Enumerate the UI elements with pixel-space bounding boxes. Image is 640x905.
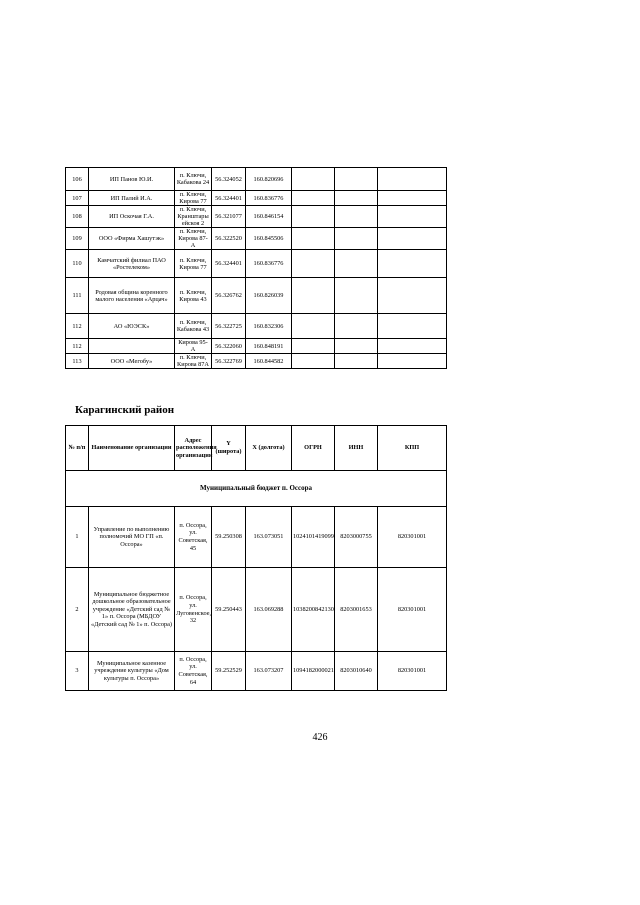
cell-kpp	[378, 354, 447, 369]
cell-name: Муниципальное бюджетное дошкольное образовательное учреждение «Детский сад № 1» п. Оссора (МБДОУ «Детский сад № 1» п. Оссора)	[89, 568, 175, 652]
header-address: Адрес расположения организации	[175, 426, 212, 471]
cell-n: 106	[66, 168, 89, 191]
table-row	[66, 314, 447, 339]
cell-inn	[335, 314, 378, 339]
header-kpp: КПП	[378, 426, 447, 471]
cell-n: 109	[66, 228, 89, 250]
table-header-row	[66, 426, 447, 471]
cell-ogrn	[292, 168, 335, 191]
cell-inn	[335, 354, 378, 369]
cell-addr: п. Оссора, ул. Советская, 64	[175, 652, 212, 691]
header-ogrn: ОГРН	[292, 426, 335, 471]
header-number: № п/п	[66, 426, 89, 471]
cell-x: 160.846154	[246, 206, 292, 228]
cell-ogrn	[292, 339, 335, 354]
cell-ogrn	[292, 314, 335, 339]
table-row	[66, 228, 447, 250]
cell-ogrn	[292, 250, 335, 278]
cell-x: 160.836776	[246, 250, 292, 278]
cell-x: 163.073207	[246, 652, 292, 691]
cell-name: Управление по выполнению полномочий МО ГП «п. Оссора»	[89, 507, 175, 568]
cell-y: 56.324401	[212, 191, 246, 206]
cell-addr: п. Ключи, Кабакова 43	[175, 314, 212, 339]
cell-inn: 8203001653	[335, 568, 378, 652]
cell-ogrn: 1038200842130	[292, 568, 335, 652]
cell-addr: п. Ключи, Кирова 43	[175, 278, 212, 314]
table-row	[66, 507, 447, 568]
cell-n: 110	[66, 250, 89, 278]
cell-n: 3	[66, 652, 89, 691]
section-title: Муниципальный бюджет п. Оссора	[66, 471, 447, 507]
table-row	[66, 568, 447, 652]
district-title: Карагинский район	[75, 404, 175, 416]
cell-kpp	[378, 168, 447, 191]
cell-y: 59.250443	[212, 568, 246, 652]
cell-addr: п. Ключи, Кабакова 24	[175, 168, 212, 191]
cell-y: 56.324052	[212, 168, 246, 191]
cell-inn	[335, 191, 378, 206]
cell-name: Камчатский филиал ПАО «Ростелеком»	[89, 250, 175, 278]
page-number: 426	[312, 732, 328, 743]
header-latitude: Y (широта)	[212, 426, 246, 471]
section-row	[66, 471, 447, 507]
cell-n: 1	[66, 507, 89, 568]
cell-addr: п. Ключи, Кирова 87А	[175, 354, 212, 369]
cell-ogrn: 1094182000021	[292, 652, 335, 691]
cell-kpp	[378, 250, 447, 278]
cell-inn	[335, 168, 378, 191]
cell-y: 56.326762	[212, 278, 246, 314]
cell-addr: п. Ключи, Кирова 77	[175, 250, 212, 278]
cell-addr: п. Ключи, Кирова 77	[175, 191, 212, 206]
cell-kpp	[378, 314, 447, 339]
table-row	[66, 250, 447, 278]
header-longitude: X (долгота)	[246, 426, 292, 471]
table-row	[66, 339, 447, 354]
cell-inn	[335, 228, 378, 250]
cell-inn	[335, 206, 378, 228]
cell-inn: 8203000755	[335, 507, 378, 568]
cell-kpp	[378, 228, 447, 250]
cell-x: 160.845506	[246, 228, 292, 250]
cell-ogrn	[292, 278, 335, 314]
header-name: Наименование организации	[89, 426, 175, 471]
cell-ogrn	[292, 191, 335, 206]
cell-ogrn	[292, 354, 335, 369]
cell-n: 107	[66, 191, 89, 206]
table-row	[66, 191, 447, 206]
cell-n: 2	[66, 568, 89, 652]
cell-y: 56.322725	[212, 314, 246, 339]
cell-ogrn	[292, 206, 335, 228]
organizations-table-continued	[65, 167, 447, 369]
table-row	[66, 652, 447, 691]
cell-kpp	[378, 278, 447, 314]
cell-name	[89, 339, 175, 354]
cell-x: 160.820696	[246, 168, 292, 191]
cell-addr: Кирова 95-А	[175, 339, 212, 354]
cell-addr: п. Оссора, ул. Советская, 45	[175, 507, 212, 568]
cell-x: 160.836776	[246, 191, 292, 206]
cell-x: 163.069288	[246, 568, 292, 652]
table-row	[66, 206, 447, 228]
cell-y: 56.324401	[212, 250, 246, 278]
table-row	[66, 278, 447, 314]
cell-name: ИП Панов Ю.И.	[89, 168, 175, 191]
cell-name: ИП Палий И.А.	[89, 191, 175, 206]
cell-kpp	[378, 191, 447, 206]
cell-name: ООО «Фирма Хашутэк»	[89, 228, 175, 250]
table-row	[66, 168, 447, 191]
cell-x: 160.844582	[246, 354, 292, 369]
cell-inn	[335, 278, 378, 314]
cell-n: 113	[66, 354, 89, 369]
cell-addr: п. Оссора, ул. Луговенское, 32	[175, 568, 212, 652]
cell-ogrn	[292, 228, 335, 250]
cell-kpp: 820301001	[378, 507, 447, 568]
cell-y: 56.321077	[212, 206, 246, 228]
cell-kpp	[378, 339, 447, 354]
header-inn: ИНН	[335, 426, 378, 471]
cell-n: 108	[66, 206, 89, 228]
cell-y: 56.322769	[212, 354, 246, 369]
cell-n: 112	[66, 314, 89, 339]
cell-x: 160.848191	[246, 339, 292, 354]
cell-addr: п. Ключи, Кранштары ейскоя 2	[175, 206, 212, 228]
cell-kpp: 820301001	[378, 652, 447, 691]
cell-y: 59.252529	[212, 652, 246, 691]
cell-name: АО «ЮЭСК»	[89, 314, 175, 339]
cell-name: Родовая община коренного малого населения «Арцач»	[89, 278, 175, 314]
cell-kpp	[378, 206, 447, 228]
cell-x: 160.826039	[246, 278, 292, 314]
cell-addr: п. Ключи, Кирова 87-А	[175, 228, 212, 250]
table-row	[66, 354, 447, 369]
cell-y: 56.322520	[212, 228, 246, 250]
cell-name: ИП Оскочая Г.А.	[89, 206, 175, 228]
cell-name: Муниципальное казенное учреждение культуры «Дом культуры п. Оссора»	[89, 652, 175, 691]
cell-n: 112	[66, 339, 89, 354]
cell-x: 163.073051	[246, 507, 292, 568]
cell-name: ООО «Мегобу»	[89, 354, 175, 369]
cell-kpp: 820301001	[378, 568, 447, 652]
cell-n: 111	[66, 278, 89, 314]
cell-y: 56.322060	[212, 339, 246, 354]
cell-y: 59.250308	[212, 507, 246, 568]
cell-x: 160.832306	[246, 314, 292, 339]
cell-inn	[335, 339, 378, 354]
cell-inn	[335, 250, 378, 278]
cell-inn: 8203010640	[335, 652, 378, 691]
cell-ogrn: 1024101419099	[292, 507, 335, 568]
organizations-table	[65, 425, 447, 691]
